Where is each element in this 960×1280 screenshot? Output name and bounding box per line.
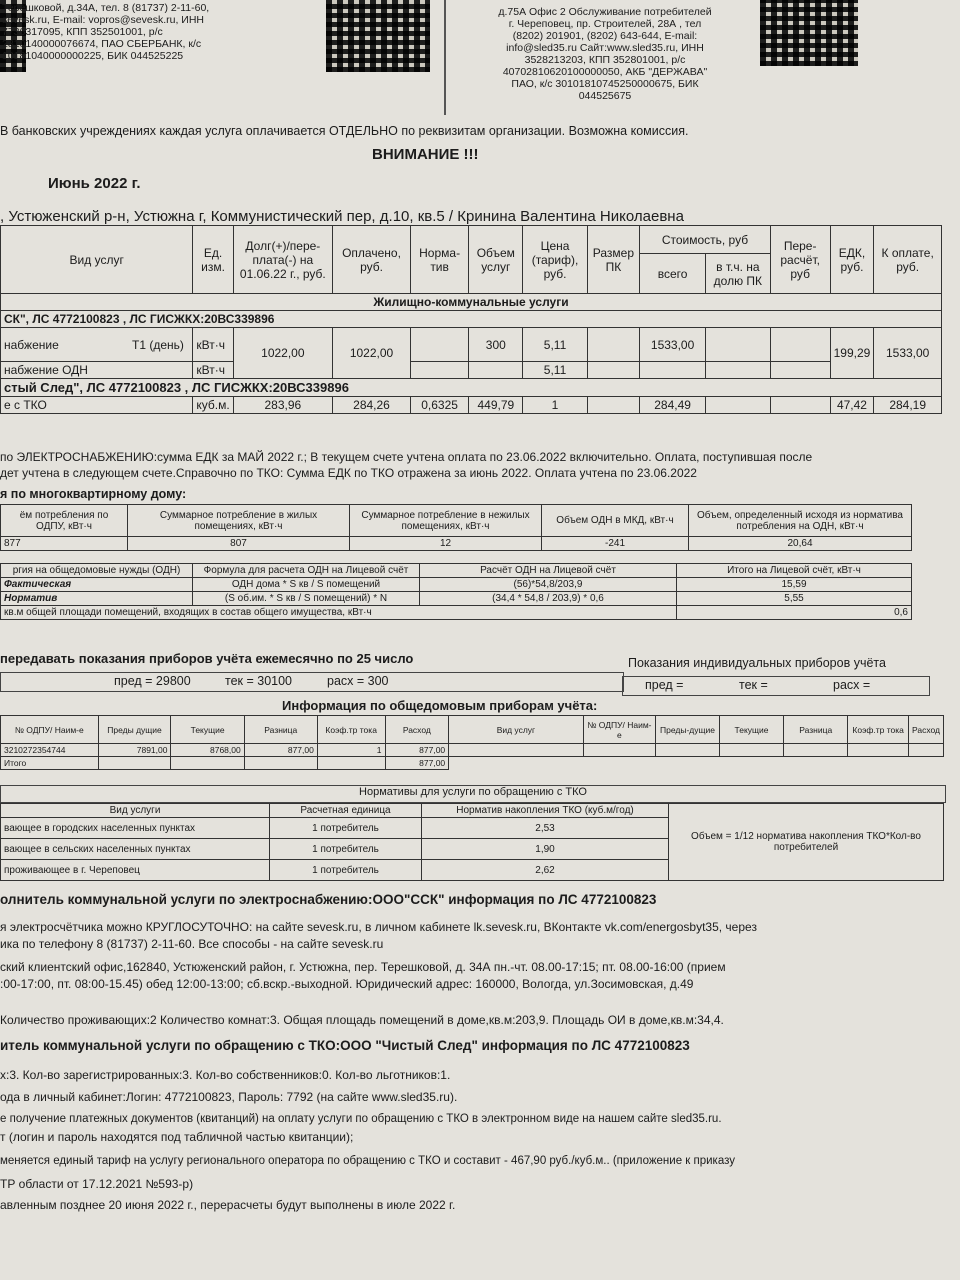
col-incl: в т.ч. на долю ПК [705, 254, 770, 294]
tko-row-unit: 1 потребитель [270, 839, 422, 860]
row-electricity-zone: Т1 (день) [132, 337, 184, 352]
col-topay: К оплате, руб. [874, 226, 942, 294]
row-tko-edk: 47,42 [830, 397, 874, 414]
row-tko-incl [705, 397, 770, 414]
odn-h2: Формула для расчета ОДН на Лицевой счёт [193, 564, 420, 578]
odn-h1: ргия на общедомовые нужды (ОДН) [1, 564, 193, 578]
payment-notice: В банковских учреждениях каждая услуга оплачивается ОТДЕЛЬНО по реквизитам организации. Возможна комиссия. [0, 124, 689, 138]
odpu-cell [98, 757, 171, 770]
house-v2: 807 [128, 537, 350, 551]
odpu-total-label: Итого [1, 757, 99, 770]
ssk-line: ский клиентский офис,162840, Устюженский район, г. Устюжна, пер. Терешковой, д. 34А пн.-чт. 08.00-17:15; пт. 08.00-16:00 (прием [0, 960, 726, 974]
tko-h: Норматив накопления ТКО (куб.м/год) [422, 804, 669, 818]
odn-fact-total: 15,59 [677, 578, 912, 592]
odpu-cell [656, 744, 720, 757]
address-line: , Устюженский р-н, Устюжна г, Коммунистический пер, д.10, кв.5 / Кринина Валентина Николаевна [0, 208, 684, 225]
header-left-line: 2810140000076674, ПАО СБЕРБАНК, к/с [2, 38, 202, 50]
odpu-h: Текущие [171, 716, 244, 744]
header-left-line: 10181040000000225, БИК 044525225 [2, 50, 184, 62]
house-v3: 12 [350, 537, 542, 551]
header-divider [444, 0, 446, 115]
odpu-h: № ОДПУ/ Наим-е [1, 716, 99, 744]
header-right-line: (8202) 201901, (8202) 643-644, E-mail: [512, 30, 698, 42]
tko-row-unit: 1 потребитель [270, 860, 422, 881]
tkoinfo-line: меняется единый тариф на услугу регионального оператора по обращению с ТКО и составит - 467,90 руб./куб.м.. (приложение к приказу [0, 1155, 736, 1167]
col-edk: ЕДК, руб. [830, 226, 874, 294]
row-electricity-odn-price: 5,11 [523, 362, 587, 379]
charges-table [0, 225, 942, 414]
house-h2: Суммарное потребление в жилых помещениях, кВт·ч [128, 505, 350, 537]
row-electricity [1, 328, 193, 362]
odn-fact-formula: ОДН дома * S кв / S помещений [193, 578, 420, 592]
house-v4: -241 [542, 537, 689, 551]
header-right-line: д.75А Офис 2 Обслуживание потребителей [498, 6, 712, 18]
meter-cur: тек = 30100 [225, 674, 293, 688]
tko-formula: Объем = 1/12 норматива накопления ТКО*Кол-во потребителей [669, 804, 944, 881]
col-volume: Объем услуг [469, 226, 523, 294]
org-sled-row: стый След", ЛС 4772100823 , ЛС ГИСЖКХ:20ВС339896 [1, 379, 942, 397]
odn-area-label: кв.м общей площади помещений, входящих в состав общего имущества, кВт·ч [1, 606, 677, 620]
odpu-cell [449, 757, 944, 770]
row-tko-unit: куб.м. [193, 397, 233, 414]
row-electricity-debt: 1022,00 [233, 328, 332, 379]
row-electricity-recalc [770, 328, 830, 362]
tko-row-norm: 2,62 [422, 860, 669, 881]
row-electricity-paid: 1022,00 [333, 328, 411, 379]
ssk-line: ика по телефону 8 (81737) 2-11-60. Все способы - на сайте sevesk.ru [0, 937, 384, 951]
odpu-cell [719, 744, 783, 757]
col-unit: Ед. изм. [193, 226, 233, 294]
header-right-line: 3528213203, КПП 352801001, р/с [524, 54, 686, 66]
odpu-cell: 877,00 [244, 744, 317, 757]
odpu-cell: 1 [317, 744, 385, 757]
row-electricity-unit: кВт·ч [193, 328, 233, 362]
row-electricity-incl [705, 328, 770, 362]
odpu-cell [171, 757, 244, 770]
header-right [455, 6, 755, 102]
meter-cur2: тек = [739, 678, 768, 692]
house-v1: 877 [1, 537, 128, 551]
meter-indiv-box [622, 676, 930, 696]
meter-diff2: расх = [833, 678, 871, 692]
house-table [0, 504, 912, 551]
odpu-h: Преды-дущие [656, 716, 720, 744]
ssk-line: я электросчётчика можно КРУГЛОСУТОЧНО: на сайте sevesk.ru, в личном кабинете lk.sevesk.ru, ВКонтакте vk.com/energosbyt35, через [0, 920, 757, 934]
odpu-cell: 7891,00 [98, 744, 171, 757]
odpu-h: Расход [385, 716, 449, 744]
meter-prev: пред = 29800 [114, 674, 191, 688]
row-electricity-topay: 1533,00 [874, 328, 942, 379]
odn-table [0, 563, 912, 620]
house-v5: 20,64 [689, 537, 912, 551]
tko-table [0, 803, 944, 881]
row-electricity-odn-incl [705, 362, 770, 379]
odn-norm-label: Норматив [1, 592, 193, 606]
col-debt: Долг(+)/пере-плата(-) на 01.06.22 г., руб. [233, 226, 332, 294]
meters-title: передавать показания приборов учёта ежемесячно по 25 число [0, 651, 414, 666]
row-tko-debt: 283,96 [233, 397, 332, 414]
tko-row-norm: 2,53 [422, 818, 669, 839]
row-electricity-odn-volume [469, 362, 523, 379]
attention-heading: ВНИМАНИЕ !!! [372, 146, 479, 163]
row-electricity-volume: 300 [469, 328, 523, 362]
odpu-cell [784, 744, 848, 757]
tkoinfo-line: е получение платежных документов (квитанций) на оплату услуги по обращению с ТКО в электронном виде на нашем сайте sled35.ru. [0, 1113, 722, 1125]
house-h1: ём потребления по ОДПУ, кВт·ч [1, 505, 128, 537]
odpu-cell [244, 757, 317, 770]
tko-title: Нормативы для услуги по обращению с ТКО [0, 785, 946, 803]
tkoinfo-line: авленным позднее 20 июня 2022 г., перерасчеты будут выполнены в июле 2022 г. [0, 1198, 456, 1212]
col-paid: Оплачено, руб. [333, 226, 411, 294]
odpu-h: Разница [244, 716, 317, 744]
tko-row-norm: 1,90 [422, 839, 669, 860]
meter-diff: расх = 300 [327, 674, 389, 688]
tkoinfo-line: ТР области от 17.12.2021 №593-р) [0, 1177, 194, 1191]
odn-norm-calc: (34,4 * 54,8 / 203,9) * 0,6 [420, 592, 677, 606]
row-tko-paid: 284,26 [333, 397, 411, 414]
header-left-line: Терешковой, д.34А, тел. 8 (81737) 2-11-60, [2, 2, 210, 14]
header-left-line: 7736317095, КПП 352501001, р/с [2, 26, 163, 38]
odpu-cell [317, 757, 385, 770]
header-left [2, 2, 302, 62]
ssk-line: :00-17:00, пт. 08:00-15.45) обед 12:00-13:00; сб.вскр.-выходной. Юридический адрес: 160000, Вологда, ул.Зосимовская, д.49 [0, 977, 694, 991]
ssk-line: Количество проживающих:2 Количество комнат:3. Общая площадь помещений в доме,кв.м:203,9. Площадь ОИ в доме,кв.м:34,4. [0, 1013, 724, 1027]
odn-h3: Расчёт ОДН на Лицевой счёт [420, 564, 677, 578]
odpu-cell [583, 744, 655, 757]
row-electricity-odn-name: набжение ОДН [1, 362, 193, 379]
ssk-title: олнитель коммунальной услуги по электроснабжению:ООО"ССК" информация по ЛС 4772100823 [0, 892, 657, 907]
row-electricity-odn-recalc [770, 362, 830, 379]
odpu-cell: 3210272354744 [1, 744, 99, 757]
col-recalc: Пере-расчёт, руб [770, 226, 830, 294]
row-electricity-odn-total [640, 362, 706, 379]
row-tko-total: 284,49 [640, 397, 706, 414]
qr-code-center-icon [326, 0, 430, 72]
odpu-h: Вид услуг [449, 716, 584, 744]
note-line: по ЭЛЕКТРОСНАБЖЕНИЮ:сумма ЕДК за МАЙ 2022 г.; В текущем счете учтена оплата по 23.06.2022 включительно. Оплата, поступившая после [0, 450, 813, 464]
row-electricity-odn-pk [587, 362, 640, 379]
odn-fact-calc: (56)*54,8/203,9 [420, 578, 677, 592]
odpu-h: № ОДПУ/ Наим-е [583, 716, 655, 744]
meter-prev2: пред = [645, 678, 684, 692]
header-left-line: sevesk.ru, E-mail: vopros@sevesk.ru, ИНН [2, 14, 205, 26]
row-tko-norm: 0,6325 [411, 397, 469, 414]
col-pk: Размер ПК [587, 226, 640, 294]
row-tko-name: е с ТКО [1, 397, 193, 414]
house-title: я по многоквартирному дому: [0, 487, 187, 501]
odpu-cell [449, 744, 584, 757]
header-right-line: 044525675 [578, 90, 632, 102]
odn-h4: Итого на Лицевой счёт, кВт·ч [677, 564, 912, 578]
odpu-title: Информация по общедомовым приборам учёта: [282, 698, 598, 713]
section-housing: Жилищно-коммунальные услуги [1, 294, 942, 311]
meters-indiv-title: Показания индивидуальных приборов учёта [628, 656, 886, 670]
tkoinfo-line: х:3. Кол-во зарегистрированных:3. Кол-во собственников:0. Кол-во льготников:1. [0, 1068, 451, 1082]
odpu-total-value: 877,00 [385, 757, 449, 770]
odn-area-value: 0,6 [677, 606, 912, 620]
row-electricity-odn-unit: кВт·ч [193, 362, 233, 379]
period-title: Июнь 2022 г. [48, 175, 141, 192]
note-line: дет учтена в следующем счете.Справочно по ТКО: Сумма ЕДК по ТКО отражена за июнь 2022. Оплата учтена по 23.06.2022 [0, 466, 697, 480]
odpu-h: Расход [908, 716, 943, 744]
row-tko-volume: 449,79 [469, 397, 523, 414]
tko-h: Расчетная единица [270, 804, 422, 818]
row-tko-pk [587, 397, 640, 414]
tko-row-name: вающее в городских населенных пунктах [1, 818, 270, 839]
tkoinfo-line: т (логин и пароль находятся под табличной частью квитанции); [0, 1130, 354, 1144]
odpu-h: Текущие [719, 716, 783, 744]
odpu-h: Коэф.тр тока [848, 716, 909, 744]
tko-row-name: проживающее в г. Череповец [1, 860, 270, 881]
house-h3: Суммарное потребление в нежилых помещениях, кВт·ч [350, 505, 542, 537]
header-right-line: г. Череповец, пр. Строителей, 28А , тел [508, 18, 702, 30]
odpu-cell [848, 744, 909, 757]
header-right-line: 40702810620100000050, АКБ "ДЕРЖАВА" [502, 66, 708, 78]
odpu-cell: 877,00 [385, 744, 449, 757]
col-service: Вид услуг [1, 226, 193, 294]
tko-row-unit: 1 потребитель [270, 818, 422, 839]
odpu-h: Преды дущие [98, 716, 171, 744]
house-h5: Объем, определенный исходя из норматива потребления на ОДН, кВт·ч [689, 505, 912, 537]
row-electricity-edk: 199,29 [830, 328, 874, 379]
tko-h: Вид услуги [1, 804, 270, 818]
tkoinfo-line: ода в личный кабинет:Логин: 4772100823, Пароль: 7792 (на сайте www.sled35.ru). [0, 1090, 458, 1104]
tkoinfo-title: итель коммунальной услуги по обращению с ТКО:ООО "Чистый След" информация по ЛС 4772100823 [0, 1038, 690, 1053]
odn-fact-label: Фактическая [1, 578, 193, 592]
tko-row-name: вающее в сельских населенных пунктах [1, 839, 270, 860]
header-right-line: ПАО, к/с 30101810745250000675, БИК [511, 78, 699, 90]
odpu-h: Коэф.тр тока [317, 716, 385, 744]
col-norm: Норма-тив [411, 226, 469, 294]
meter-readings-box [0, 672, 624, 692]
row-tko-recalc [770, 397, 830, 414]
row-electricity-odn-norm [411, 362, 469, 379]
col-price: Цена (тариф), руб. [523, 226, 587, 294]
row-electricity-norm [411, 328, 469, 362]
col-cost: Стоимость, руб [640, 226, 770, 254]
row-electricity-name: набжение [4, 337, 59, 352]
qr-code-right-icon [760, 0, 858, 66]
row-tko-price: 1 [523, 397, 587, 414]
odpu-table [0, 715, 944, 770]
row-electricity-price: 5,11 [523, 328, 587, 362]
odpu-cell: 8768,00 [171, 744, 244, 757]
odn-norm-formula: (S об.им. * S кв / S помещений) * N [193, 592, 420, 606]
odpu-h: Разница [784, 716, 848, 744]
header-right-line: info@sled35.ru Сайт:www.sled35.ru, ИНН [506, 42, 704, 54]
odn-norm-total: 5,55 [677, 592, 912, 606]
col-total: всего [640, 254, 706, 294]
odpu-cell [908, 744, 943, 757]
row-electricity-pk [587, 328, 640, 362]
org-ssk-row: СК", ЛС 4772100823 , ЛС ГИСЖКХ:20ВС339896 [1, 311, 942, 328]
house-h4: Объем ОДН в МКД, кВт·ч [542, 505, 689, 537]
row-tko-topay: 284,19 [874, 397, 942, 414]
row-electricity-total: 1533,00 [640, 328, 706, 362]
